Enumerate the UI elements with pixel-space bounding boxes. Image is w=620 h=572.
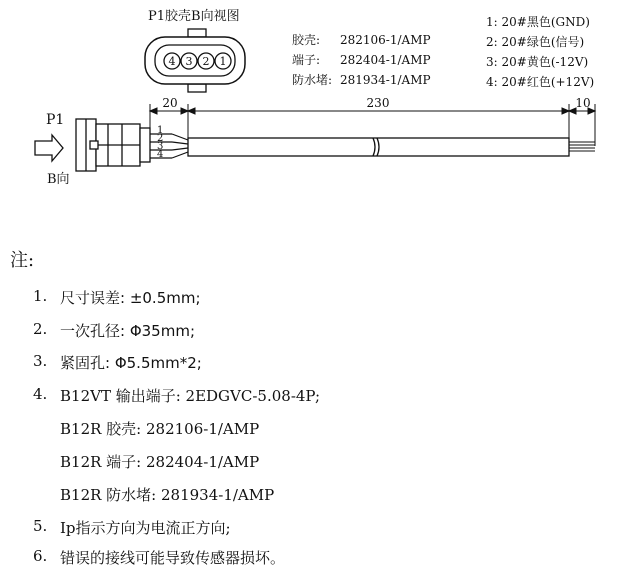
pin-number: 1 <box>219 55 227 68</box>
note-text: 一次孔径: Φ35mm; <box>60 322 195 340</box>
dimension-label: 230 <box>366 96 390 110</box>
legend-entry: 2: 20#绿色(信号) <box>486 35 585 49</box>
note-text: 错误的接线可能导致传感器损坏。 <box>60 549 286 567</box>
wire-number: 3 <box>157 141 164 152</box>
wire-number: 4 <box>157 149 164 160</box>
connector-view-title: P1胶壳B向视图 <box>148 9 240 24</box>
note-text: Ip指示方向为电流正方向; <box>60 519 231 537</box>
legend-entry: 4: 20#红色(+12V) <box>486 75 595 89</box>
part-label: 防水堵: <box>292 73 333 87</box>
note-sub-item: B12R 端子: 282404-1/AMP <box>60 453 260 471</box>
note-text: 尺寸误差: ±0.5mm; <box>60 289 201 307</box>
note-number: 5. <box>33 517 48 535</box>
dimension-label: 10 <box>575 96 591 110</box>
p1-label: P1 <box>46 112 65 128</box>
note-text: B12VT 输出端子: 2EDGVC-5.08-4P; <box>60 387 321 405</box>
wire-number: 1 <box>157 125 164 136</box>
note-number: 3. <box>33 352 48 370</box>
part-label: 胶壳: <box>292 33 321 47</box>
note-number: 6. <box>33 547 48 565</box>
b-direction-label: B向 <box>47 172 70 187</box>
part-value: 282106-1/AMP <box>340 33 431 47</box>
wire-number: 2 <box>157 133 164 144</box>
dimension-label: 20 <box>162 96 178 110</box>
part-value: 282404-1/AMP <box>340 53 431 67</box>
note-sub-item: B12R 防水堵: 281934-1/AMP <box>60 486 275 504</box>
note-number: 2. <box>33 320 48 338</box>
note-number: 4. <box>33 385 48 403</box>
pin-number: 4 <box>168 55 176 68</box>
legend-entry: 3: 20#黄色(-12V) <box>486 55 589 69</box>
note-text: 紧固孔: Φ5.5mm*2; <box>60 354 202 372</box>
part-label: 端子: <box>292 53 321 67</box>
pin-number: 2 <box>202 55 210 68</box>
part-value: 281934-1/AMP <box>340 73 431 87</box>
note-number: 1. <box>33 287 48 305</box>
note-sub-item: B12R 胶壳: 282106-1/AMP <box>60 420 260 438</box>
pin-number: 3 <box>185 55 193 68</box>
notes-heading: 注: <box>10 250 35 271</box>
legend-entry: 1: 20#黑色(GND) <box>486 15 590 29</box>
